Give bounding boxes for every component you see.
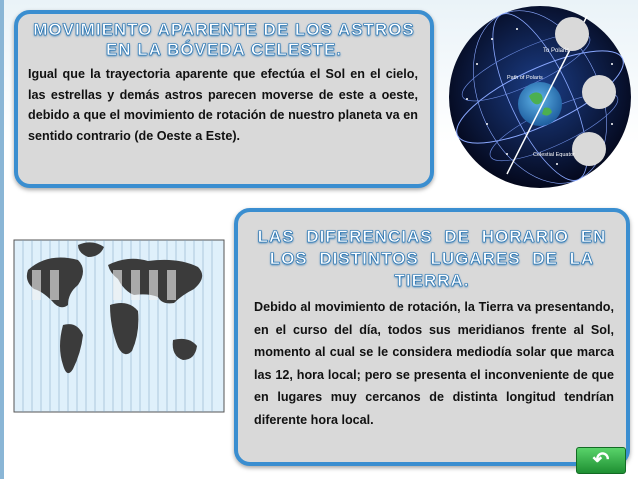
world-time-zones-map-image xyxy=(8,230,230,422)
box-title: LAS DIFERENCIAS DE HORARIO EN LOS DISTINTOS LUGARES DE LA TIERRA. xyxy=(257,227,607,290)
left-edge-bar xyxy=(0,0,4,479)
box-body: Debido al movimiento de rotación, la Tierra va presentando, en el curso del día, todos sus meridianos frente al Sol, momento al cual se le considera mediodía solar que marca las 12, hora local; pero se presenta el inconveniente de que en lugares muy cercanos de distinta longitud tendrían diferente hora local. xyxy=(254,300,614,427)
celestial-sphere-image xyxy=(447,4,634,191)
text-box-time-differences xyxy=(234,208,630,466)
globe-label-equator: Celestial Equator xyxy=(533,152,575,158)
box-body: Igual que la trayectoria aparente que efectúa el Sol en el cielo, las estrellas y demás astros parecen moverse de este a oeste, debido a que el movimiento de rotación de nuestro planeta va en sentido contrario (de Oeste a Este). xyxy=(28,67,418,143)
globe-label-pole: To Polaris xyxy=(543,48,570,54)
globe-label-path: Path of Polaris xyxy=(507,75,543,81)
box-title: MOVIMIENTO APARENTE DE LOS ASTROS EN LA BÓVEDA CELESTE. xyxy=(33,20,415,59)
text-box-apparent-motion xyxy=(14,10,434,188)
return-button[interactable]: ↶ xyxy=(576,447,626,474)
